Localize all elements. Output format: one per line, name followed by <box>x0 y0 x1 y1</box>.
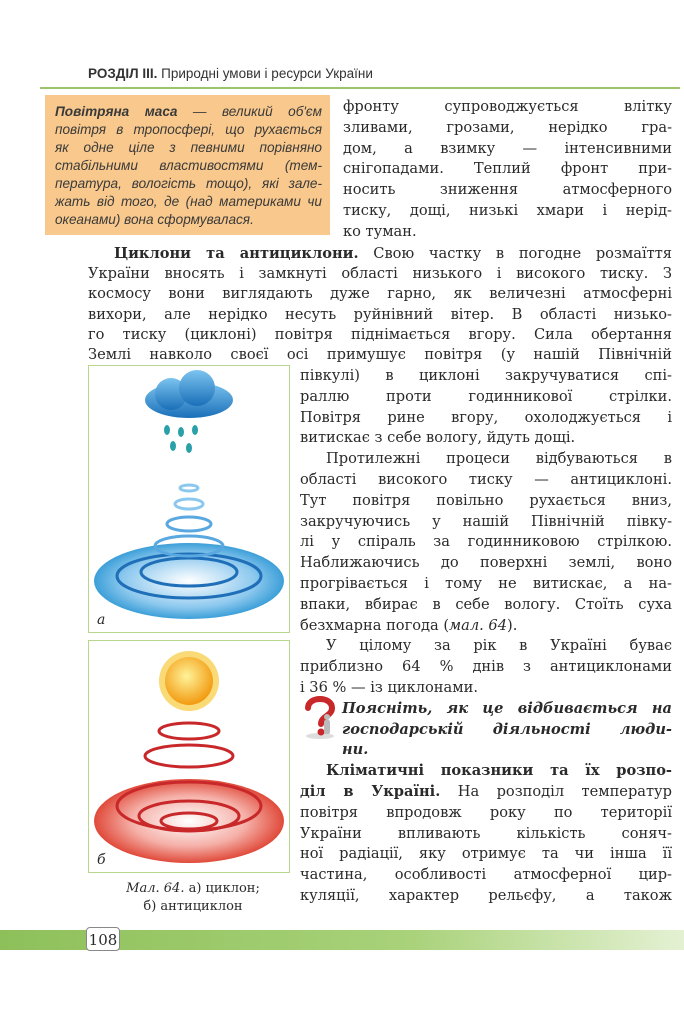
text-line: України вносять і замкнуті області низького і високого тиску. З <box>88 265 672 283</box>
definition-line: стабільними властивостями (тем- <box>55 158 322 173</box>
figure-cyclone <box>88 365 290 633</box>
text-line: Тут повітря повільно рухається вниз, <box>300 491 672 509</box>
text-line: снігопадами. Теплий фронт при- <box>343 160 672 178</box>
right-column <box>300 366 672 907</box>
text-line: раллю проти годинникової стрілки. <box>300 387 672 405</box>
definition-line <box>55 103 322 121</box>
text-line: приблизно 64 % днів з антициклонами <box>300 658 672 676</box>
caption-ref: Мал. 64. <box>126 881 185 896</box>
text-line <box>300 782 672 803</box>
question-line: ни. <box>342 741 369 759</box>
text-line: повітря впродовж року по території <box>300 803 672 821</box>
definition-line: жать від того, де (над материками чи <box>55 194 322 209</box>
figure-caption <box>88 880 298 916</box>
climate-heading: діл в Україні. <box>300 782 441 800</box>
definition-line: пература, вологість тощо), які зале- <box>55 176 322 191</box>
section-label: РОЗДІЛ ІІІ. <box>88 66 158 81</box>
caption-a: а) циклон; <box>184 881 260 896</box>
section-title: Природні умови і ресурси України <box>161 66 373 81</box>
header-divider <box>40 87 680 89</box>
text-line: Наближаючись до поверхні землі, воно <box>300 554 672 572</box>
text-line: носить зниження атмосферного <box>343 181 672 199</box>
cyclones-heading: Циклони та антициклони. <box>114 245 359 262</box>
figure-anticyclone <box>88 640 290 873</box>
text-line <box>88 244 672 264</box>
question-mark-icon <box>302 694 338 740</box>
figure-label-a: а <box>97 612 106 628</box>
text-line: впаки, вбирає в себе вологу. Стоїть суха <box>300 595 672 613</box>
text-line: Протилежні процеси відбуваються в <box>326 450 672 468</box>
definition-line: океанами) вона сформувалася. <box>55 212 254 227</box>
text-line: тиску, дощі, низькі хмари і нерід- <box>343 201 672 219</box>
definition-line: повітря в тропосфері, що рухається <box>55 122 322 137</box>
caption-line <box>88 880 298 898</box>
cyclone-illustration <box>89 366 288 631</box>
text: ). <box>507 616 518 634</box>
text-line: вихори, але нерідко несуть руйнівний вітер. В області низько- <box>88 305 672 323</box>
question-line: Поясніть, як це відбивається на <box>342 699 672 717</box>
text-line: космосу вони виглядають дуже гарно, як величезні атмосферні <box>88 285 672 303</box>
figure-reference: мал. 64 <box>449 616 507 634</box>
text-line: України впливають кількість соняч- <box>300 824 672 842</box>
text-line <box>300 761 672 782</box>
rain-drops-icon <box>164 425 198 453</box>
top-right-paragraph <box>343 97 672 243</box>
text-line: Землі навколо своєї осі примушує повітря (у нашій Північній <box>88 346 672 364</box>
text-line: закручуючись у нашій Північній півку- <box>300 512 672 530</box>
question-prompt <box>300 699 672 761</box>
cyclones-paragraph <box>88 244 672 365</box>
cloud-icon <box>145 370 233 418</box>
text-line: лі у спіраль за годинниковою стрілкою. <box>300 533 672 551</box>
definition-box <box>45 95 330 235</box>
text-line: півкулі) в циклоні закручуватися спі- <box>300 367 672 384</box>
question-line: господарській діяльності люди- <box>342 720 672 738</box>
text-line: Повітря рине вгору, охолоджується і <box>300 408 672 426</box>
definition-line: як одне ціле з певними порівняно <box>55 140 322 155</box>
definition-text: — великий об'єм <box>177 104 322 119</box>
section-header <box>88 66 373 81</box>
text-line: ної радіації, яку отримує та чи інша її <box>300 845 672 863</box>
text-line: дом, а взимку — інтенсивними <box>343 139 672 157</box>
anticyclone-illustration <box>89 641 288 871</box>
caption-b: б) антициклон <box>143 899 243 914</box>
sun-icon <box>159 651 219 711</box>
text-line: витискає з себе вологу, йдуть дощі. <box>300 429 576 447</box>
text-line: області високого тиску — антициклоні. <box>300 470 672 488</box>
text-line: го тиску (циклоні) повітря піднімається вгору. Сила обертання <box>88 325 672 343</box>
text: Свою частку в погодне розмаїття <box>358 245 673 262</box>
text-line <box>300 616 672 637</box>
text-line: прогрівається і тому не витискає, а на- <box>300 574 672 592</box>
text-line: куляції, характер рельєфу, а також <box>300 886 672 904</box>
text-line: частина, особливості атмосферної цир- <box>300 866 672 884</box>
text-line: і 36 % — із циклонами. <box>300 678 478 696</box>
text-line: ко туман. <box>343 222 417 240</box>
figure-label-b: б <box>97 852 106 868</box>
page-number: 108 <box>86 927 120 951</box>
text: безхмарна погода ( <box>300 616 450 634</box>
text-line: фронту супроводжується влітку <box>343 98 672 115</box>
text-line: У цілому за рік в Україні буває <box>326 637 672 655</box>
text-line: зливами, грозами, нерідко гра- <box>343 118 672 136</box>
climate-heading: Кліматичні показники та їх розпо- <box>326 762 672 780</box>
definition-term: Повітряна маса <box>55 104 178 119</box>
text: На розподіл температур <box>440 782 672 800</box>
